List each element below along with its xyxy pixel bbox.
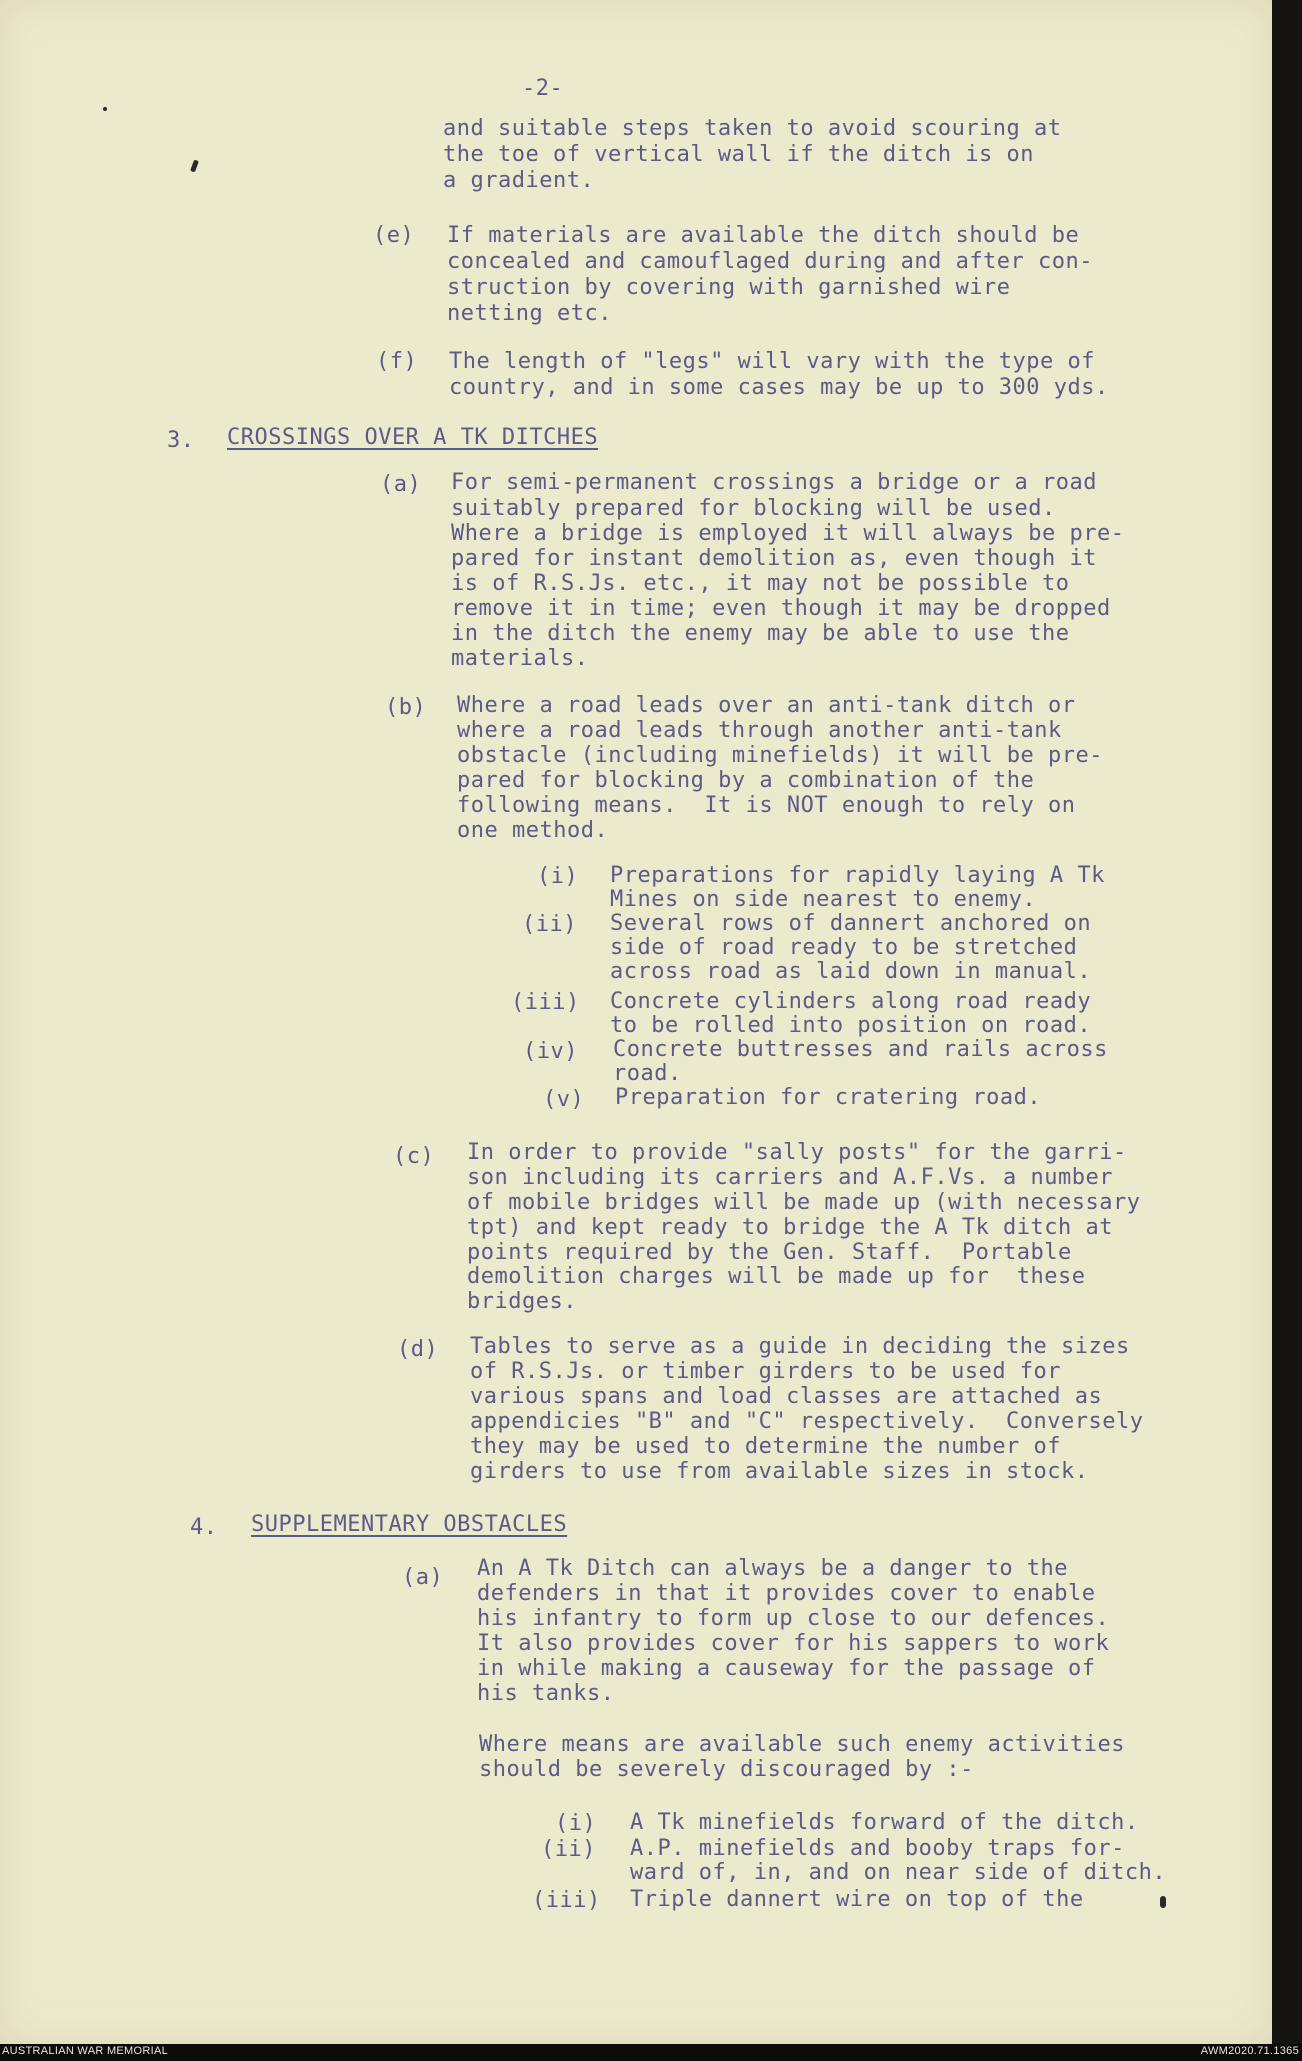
text-line: side of road ready to be stretched: [610, 935, 1078, 960]
text-line: Where a road leads over an anti-tank ditch or: [457, 693, 1076, 718]
text-line: and suitable steps taken to avoid scouring at: [443, 116, 1062, 141]
text-line: son including its carriers and A.F.Vs. a number: [467, 1165, 1114, 1190]
text-line: Preparations for rapidly laying A Tk: [610, 863, 1105, 888]
text-line: An A Tk Ditch can always be a danger to the: [477, 1556, 1069, 1581]
subitem-label: (v): [543, 1087, 585, 1112]
text-line: If materials are available the ditch should be: [447, 223, 1080, 248]
text-line: Where a bridge is employed it will always be pre-: [451, 521, 1125, 546]
text-line: struction by covering with garnished wire: [447, 275, 1011, 300]
text-line: demolition charges will be made up for these: [467, 1264, 1086, 1289]
text-line: is of R.S.Js. etc., it may not be possible to: [451, 571, 1070, 596]
text-line: in while making a causeway for the passage of: [477, 1656, 1096, 1681]
item-label: (d): [397, 1337, 439, 1362]
text-line: Triple dannert wire on top of the: [630, 1887, 1084, 1912]
text-line: Several rows of dannert anchored on: [610, 911, 1092, 936]
text-line: concealed and camouflaged during and after con-: [447, 249, 1094, 274]
text-line: points required by the Gen. Staff. Portable: [467, 1240, 1072, 1265]
text-line: pared for blocking by a combination of the: [457, 768, 1035, 793]
subitem-label: (ii): [522, 912, 577, 937]
text-line: ward of, in, and on near side of ditch.: [630, 1860, 1167, 1885]
item-label: (a): [402, 1565, 444, 1590]
text-line: across road as laid down in manual.: [610, 959, 1092, 984]
text-line: following means. It is NOT enough to rely on: [457, 793, 1076, 818]
section-heading: CROSSINGS OVER A TK DITCHES: [227, 425, 599, 450]
page-number: -2-: [522, 76, 564, 101]
footer-right-text: AWM2020.71.1365: [1200, 2045, 1299, 2057]
text-line: one method.: [457, 818, 609, 843]
text-line: country, and in some cases may be up to 300 yds.: [449, 375, 1109, 400]
text-line: suitably prepared for blocking will be used.: [451, 496, 1056, 521]
pencil-mark: [190, 160, 199, 173]
subitem-label: (iv): [523, 1039, 578, 1064]
text-line: Concrete cylinders along road ready: [610, 989, 1092, 1014]
text-line: The length of "legs" will vary with the type of: [449, 349, 1096, 374]
text-line: It also provides cover for his sappers to work: [477, 1631, 1110, 1656]
text-line: Tables to serve as a guide in deciding the sizes: [470, 1334, 1130, 1359]
pencil-mark: [1160, 1896, 1166, 1908]
text-line: In order to provide "sally posts" for the garri-: [467, 1140, 1127, 1165]
item-label: (a): [380, 472, 422, 497]
text-line: of R.S.Js. or timber girders to be used for: [470, 1359, 1062, 1384]
item-label: (b): [385, 695, 427, 720]
text-line: to be rolled into position on road.: [610, 1013, 1092, 1038]
text-line: obstacle (including minefields) it will be pre-: [457, 743, 1104, 768]
text-line: netting etc.: [447, 301, 612, 326]
section-number: 4.: [190, 1515, 218, 1540]
text-line: tpt) and kept ready to bridge the A Tk ditch at: [467, 1215, 1114, 1240]
footer-left-text: AUSTRALIAN WAR MEMORIAL: [2, 2045, 169, 2057]
text-line: A.P. minefields and booby traps for-: [630, 1836, 1125, 1861]
text-line: A Tk minefields forward of the ditch.: [630, 1810, 1139, 1835]
pencil-mark: [103, 107, 107, 111]
text-line: where a road leads through another anti-tank: [457, 718, 1062, 743]
text-line: Mines on side nearest to enemy.: [610, 887, 1037, 912]
text-line: pared for instant demolition as, even though it: [451, 546, 1098, 571]
subitem-label: (i): [537, 864, 579, 889]
text-line: should be severely discouraged by :-: [479, 1757, 974, 1782]
section-heading: SUPPLEMENTARY OBSTACLES: [251, 1512, 568, 1537]
text-line: Preparation for cratering road.: [615, 1085, 1042, 1110]
text-line: they may be used to determine the number of: [470, 1434, 1062, 1459]
subitem-label: (iii): [511, 990, 580, 1015]
item-label: (e): [373, 223, 415, 248]
archive-footer: [0, 2044, 1302, 2061]
text-line: his infantry to form up close to our defences.: [477, 1606, 1110, 1631]
subitem-label: (ii): [541, 1837, 596, 1862]
text-line: of mobile bridges will be made up (with necessary: [467, 1190, 1141, 1215]
text-line: defenders in that it provides cover to enable: [477, 1581, 1096, 1606]
scan-edge: [1272, 0, 1302, 2044]
section-number: 3.: [167, 428, 195, 453]
text-line: in the ditch the enemy may be able to use the: [451, 621, 1070, 646]
text-line: Concrete buttresses and rails across: [613, 1037, 1108, 1062]
text-line: his tanks.: [477, 1681, 615, 1706]
text-line: appendicies "B" and "C" respectively. Conversely: [470, 1409, 1144, 1434]
text-line: remove it in time; even though it may be dropped: [451, 596, 1111, 621]
text-line: various spans and load classes are attached as: [470, 1384, 1103, 1409]
item-label: (c): [393, 1144, 435, 1169]
subitem-label: (iii): [532, 1888, 601, 1913]
text-line: For semi-permanent crossings a bridge or a road: [451, 470, 1098, 495]
text-line: Where means are available such enemy activities: [479, 1732, 1126, 1757]
text-line: bridges.: [467, 1289, 577, 1314]
text-line: road.: [613, 1061, 682, 1086]
item-label: (f): [376, 349, 418, 374]
text-line: a gradient.: [443, 168, 595, 193]
text-line: girders to use from available sizes in stock.: [470, 1459, 1089, 1484]
subitem-label: (i): [555, 1811, 597, 1836]
text-line: materials.: [451, 646, 589, 671]
text-line: the toe of vertical wall if the ditch is on: [443, 142, 1035, 167]
